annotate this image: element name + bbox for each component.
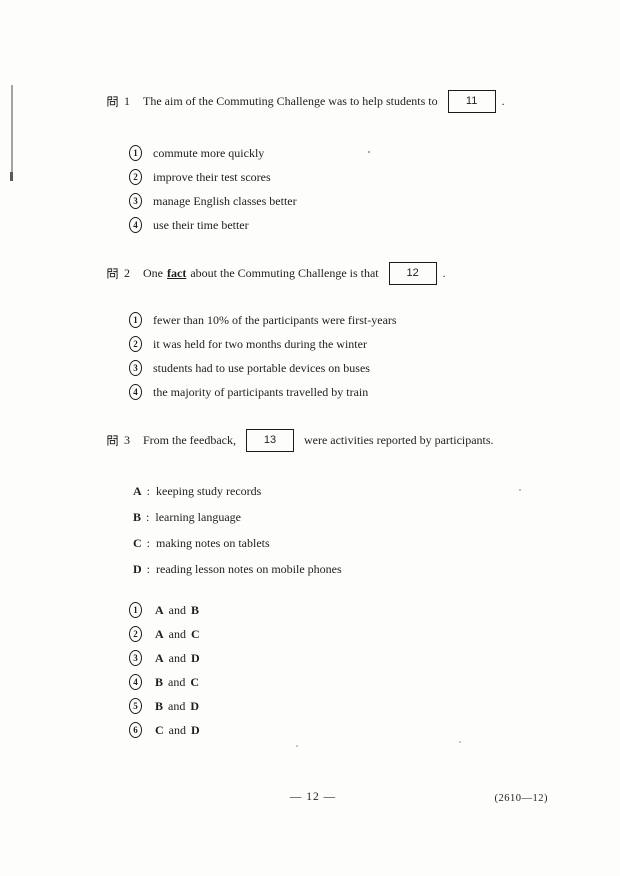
answer-box-value: 13 [263,434,277,446]
option-row [129,356,397,380]
circled-number-marker: 3 [129,360,142,376]
combo-letter: C [190,674,200,689]
option-row [129,165,297,189]
activity-list [133,478,342,582]
circled-number-marker: 1 [129,145,142,161]
option-row [129,646,202,670]
question-text-after: were activities reported by participants. [303,432,494,447]
question-1-prompt [106,89,505,113]
option-row [129,622,202,646]
circled-number-marker: 2 [129,336,142,352]
option-text: fewer than 10% of the participants were first-years [153,312,397,327]
answer-box [389,262,437,285]
combo-letter: A [155,626,164,641]
mon-kanji-icon [106,267,119,280]
conjunction: and [168,650,186,665]
conjunction: and [168,626,186,641]
question-number: 1 [124,93,130,108]
left-margin-line [11,85,13,172]
emphasized-word: fact [167,265,187,280]
option-text: improve their test scores [153,169,271,184]
colon-separator: : [146,483,151,498]
combo-letter: C [191,626,200,641]
circled-number-marker: 4 [129,384,142,400]
question-text: The aim of the Commuting Challenge was to help students to [143,93,438,108]
colon-separator: : [146,509,150,524]
circled-number-marker: 4 [129,217,142,233]
page-number: — 12 — [289,791,337,803]
activity-text: making notes on tablets [156,535,270,550]
combo-letter: C [155,722,164,737]
combo-letter: A [155,650,164,665]
activity-letter: D [133,561,142,576]
question-text: From the feedback, [143,432,236,447]
activity-item [133,530,342,556]
conjunction: and [168,698,186,713]
combo-letter: D [190,698,200,713]
option-text: use their time better [153,217,249,232]
circled-number-marker: 5 [129,698,142,714]
option-row [129,380,397,404]
answer-box-value: 12 [406,267,419,279]
option-row [129,141,297,165]
activity-text: reading lesson notes on mobile phones [156,561,342,576]
combo-letter: A [155,602,164,617]
option-row [129,189,297,213]
question-text-after: . [501,93,505,108]
combo-letter: D [191,722,200,737]
combo-letter: B [155,698,164,713]
circled-number-marker: 1 [129,602,142,618]
option-row [129,308,397,332]
left-margin-tick [10,172,13,181]
colon-separator: : [146,535,151,550]
question-number: 3 [124,432,130,447]
combo-letter: B [155,674,164,689]
option-text: manage English classes better [153,193,297,208]
option-row [129,213,297,237]
mon-kanji-icon [106,434,119,447]
activity-letter: C [133,535,142,550]
scan-speck [296,745,298,747]
question-text: about the Commuting Challenge is that [190,265,379,280]
circled-number-marker: 1 [129,312,142,328]
option-text: commute more quickly [153,145,265,160]
option-row [129,598,202,622]
option-row [129,332,397,356]
answer-box-value: 11 [465,95,478,107]
circled-number-marker: 3 [129,193,142,209]
question-1-options [129,141,297,237]
activity-item [133,504,342,530]
combo-letter: B [191,602,200,617]
activity-letter: A [133,483,142,498]
question-2-options [129,308,397,404]
colon-separator: : [146,561,151,576]
question-text: One [143,265,163,280]
question-number: 2 [124,265,130,280]
question-3-options [129,598,202,742]
activity-letter: B [133,509,142,524]
option-row [129,694,202,718]
form-code: (2610—12) [494,793,548,804]
activity-text: learning language [155,509,241,524]
activity-item [133,478,342,504]
scan-speck [519,489,521,491]
activity-item [133,556,342,582]
circled-number-marker: 4 [129,674,142,690]
option-row [129,718,202,742]
circled-number-marker: 2 [129,626,142,642]
circled-number-marker: 6 [129,722,142,738]
option-row [129,670,202,694]
scan-speck [368,151,370,153]
combo-letter: D [191,650,200,665]
scan-speck [459,741,461,743]
question-text-after: . [442,265,446,280]
option-text: students had to use portable devices on buses [153,360,370,375]
circled-number-marker: 3 [129,650,142,666]
answer-box [448,90,496,113]
option-text: it was held for two months during the winter [153,336,367,351]
activity-text: keeping study records [156,483,262,498]
conjunction: and [168,602,186,617]
question-3-prompt [106,428,494,452]
mon-kanji-icon [106,95,119,108]
conjunction: and [168,722,186,737]
circled-number-marker: 2 [129,169,142,185]
answer-box [246,429,294,452]
question-2-prompt [106,261,446,285]
conjunction: and [168,674,186,689]
option-text: the majority of participants travelled by train [153,384,369,399]
